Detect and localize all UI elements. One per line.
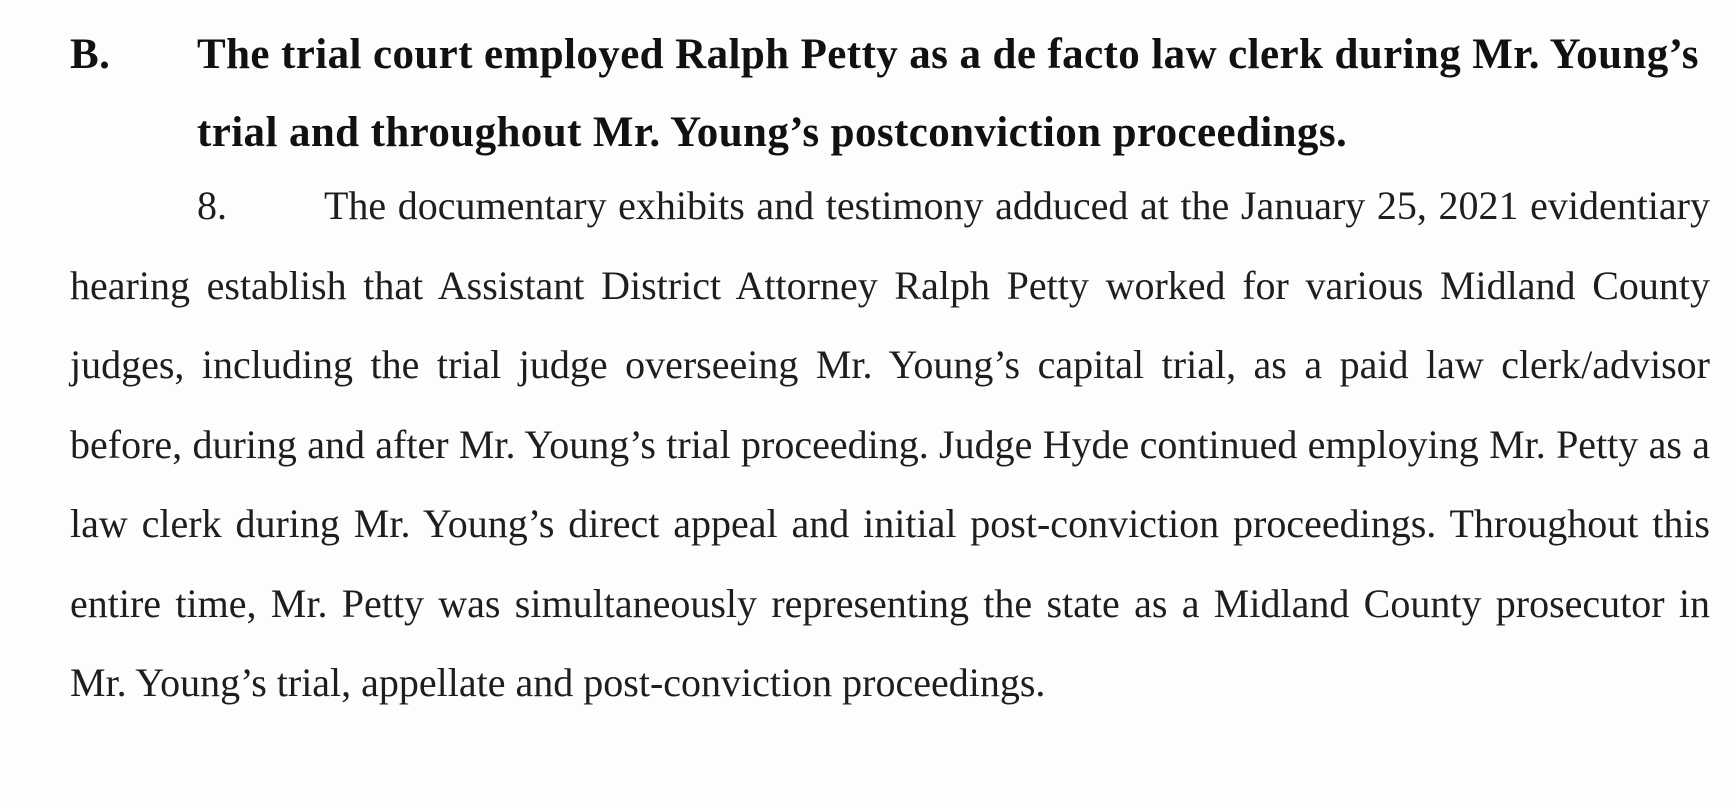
section-marker: B.	[70, 31, 111, 78]
paragraph-text: The documentary exhibits and testimony adduced at the January 25, 2021 evidentiary hearing establish that Assistant District Attorney Ralph Petty worked for various Midland County judges, including the trial judge overseeing Mr. Young’s capital trial, as a paid law clerk/advisor before, during and after Mr. Young’s trial proceeding. Judge Hyde continued employing Mr. Petty as a law clerk during Mr. Young’s direct appeal and initial post-conviction proceedings. Throughout this entire time, Mr. Petty was simultaneously representing the state as a Midland County prosecutor in Mr. Young’s trial, appellate and post-conviction proceedings.	[70, 183, 1710, 705]
section-heading	[70, 16, 1710, 172]
section-heading-text: The trial court employed Ralph Petty as a de facto law clerk during Mr. Young’s trial and throughout Mr. Young’s postconviction proceedings.	[197, 31, 1699, 156]
paragraph-8	[70, 166, 1710, 723]
paragraph-number: 8.	[197, 183, 227, 228]
